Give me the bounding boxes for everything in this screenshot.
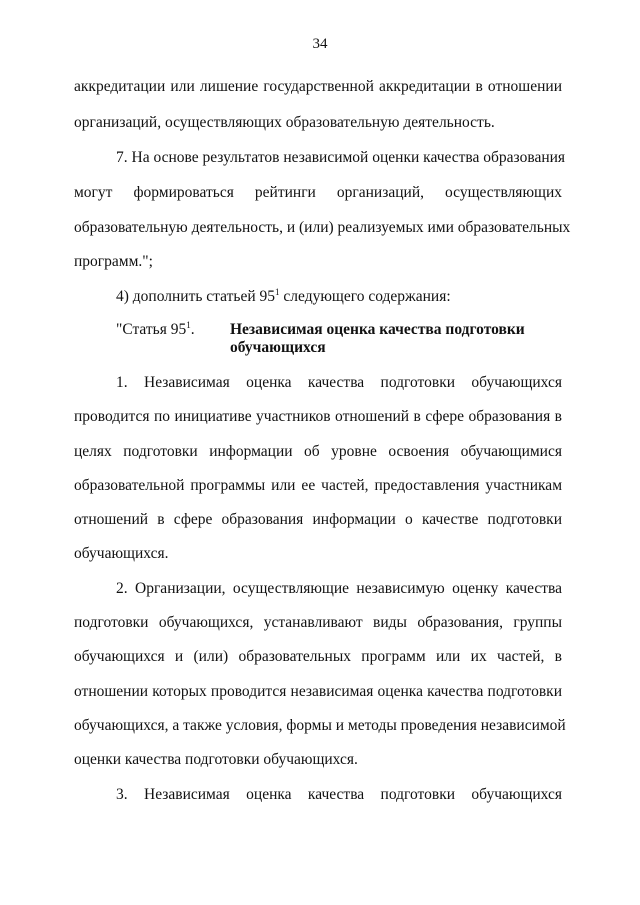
article-label-after: . [190, 321, 195, 338]
para3-text-after: следующего содержания: [279, 288, 451, 305]
article-label-superscript: 1 [186, 319, 191, 330]
item2-line-5: обучающихся, а также условия, формы и методы проведения независимой [74, 717, 566, 734]
para2-line-2: могут формироваться рейтинги организаций, осуществляющих [74, 184, 562, 201]
para1-line-1: аккредитации или лишение государственной аккредитации в отношении [74, 78, 562, 95]
item2-line-1: 2. Организации, осуществляющие независимую оценку качества [116, 580, 562, 597]
item2-line-3: обучающихся и (или) образовательных программ или их частей, в [74, 648, 562, 665]
page-number: 34 [312, 36, 328, 52]
item1-line-2: проводится по инициативе участников отношений в сфере образования в [74, 408, 562, 425]
article-label-before: "Статья 95 [116, 321, 187, 338]
item1-line-1: 1. Независимая оценка качества подготовки обучающихся [116, 374, 562, 391]
para1-line-2: организаций, осуществляющих образовательную деятельность. [74, 114, 495, 131]
para2-line-1: 7. На основе результатов независимой оценки качества образования [116, 149, 566, 166]
item1-line-5: отношений в сфере образования информации о качестве подготовки [74, 511, 562, 528]
article-label [116, 321, 195, 339]
item1-line-6: обучающихся. [74, 545, 169, 562]
article-title-line-1: Независимая оценка качества подготовки [230, 321, 525, 338]
item1-line-4: образовательной программы или ее частей, предоставления участникам [74, 477, 562, 494]
item1-line-3: целях подготовки информации об уровне освоения обучающимися [74, 443, 562, 460]
item2-line-2: подготовки обучающихся, устанавливают виды образования, группы [74, 614, 562, 631]
item2-line-6: оценки качества подготовки обучающихся. [74, 751, 358, 768]
para3-text-before: 4) дополнить статьей 95 [116, 288, 276, 305]
item3-line-1: 3. Независимая оценка качества подготовки обучающихся [116, 786, 562, 803]
para2-line-4: программ."; [74, 253, 153, 270]
item2-line-4: отношении которых проводится независимая оценка качества подготовки [74, 683, 562, 700]
article-title-line-2: обучающихся [230, 339, 326, 356]
para3-superscript: 1 [275, 286, 280, 297]
para3-line [116, 288, 562, 306]
para2-line-3: образовательную деятельность, и (или) реализуемых ими образовательных [74, 219, 571, 236]
